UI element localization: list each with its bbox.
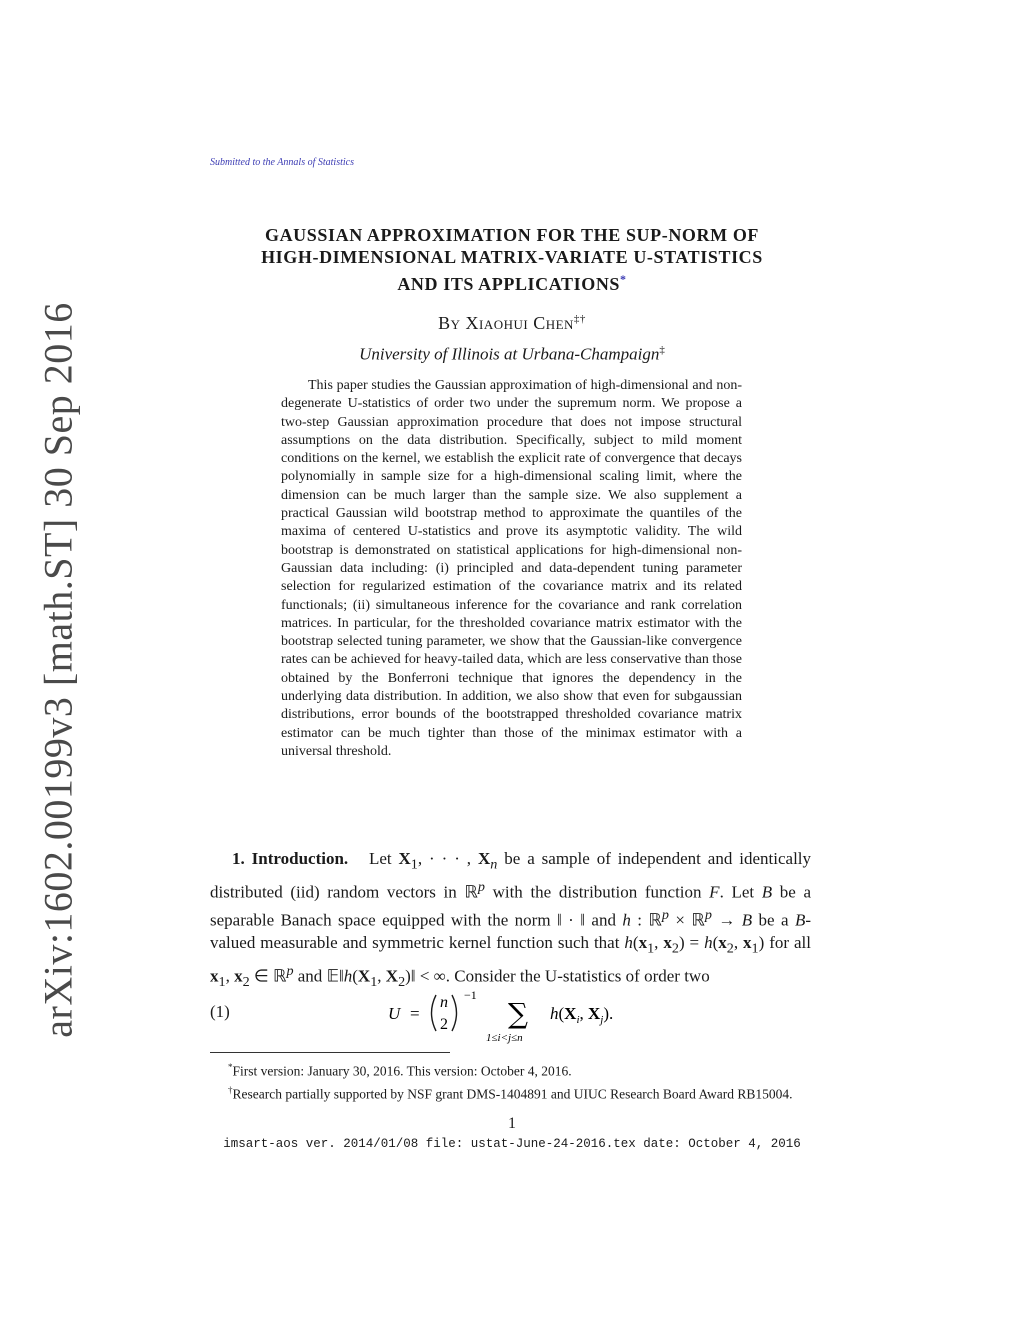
introduction-paragraph: 1. Introduction. Let $X_1$, · · · , $X_n$ be a sample of independent and identically distributed (iid) random vectors in ℝ$^p$ with the distribution function F. Let B be a separable Banach space equipped with the norm ‖ · ‖ and h : ℝ$^p$ × ℝ$^p$ → B be a B-valued measurable and symmetric kernel function such that $h(x_1$, $x_2) = h(x_2$, $x_1$) for all $x_1$, $x_2$ ∈ ℝ$^p$ and $𝔼‖h(X_1$, $X_2)‖$ < ∞. Consider the U-statistics of order two xyxy=(210,849,812,991)
arxiv-side-stamp: arXiv:1602.00199v3 [math.ST] 30 Sep 2016 xyxy=(35,302,81,1038)
title-footnote-mark: * xyxy=(620,272,627,286)
author-line xyxy=(200,313,824,334)
affiliation-mark: ‡ xyxy=(659,344,665,356)
footnote-2: †Research partially supported by NSF grant DMS-1404891 and UIUC Research Board Award RB15004. xyxy=(228,1084,793,1101)
equation-number: (1) xyxy=(210,1002,230,1021)
affiliation: University of Illinois at Urbana-Champaign‡ xyxy=(359,344,665,364)
svg-text:−1: −1 xyxy=(464,988,477,1002)
footnotes xyxy=(210,1058,811,1103)
imsart-footer: imsart-aos ver. 2014/01/08 file: ustat-June-24-2016.tex date: October 4, 2016 xyxy=(223,1137,801,1151)
title-line-1: GAUSSIAN APPROXIMATION FOR THE SUP-NORM OF xyxy=(264,225,760,245)
author-prefix: By xyxy=(438,313,461,333)
svg-text:=: = xyxy=(410,1004,420,1023)
svg-text:2: 2 xyxy=(440,1016,448,1033)
svg-text:1≤i<j≤n: 1≤i<j≤n xyxy=(486,1032,523,1044)
paper-title xyxy=(200,224,824,295)
abstract: This paper studies the Gaussian approximation of high-dimensional and non-degenerate U-statistics of order two under the supremum norm. We propose a two-step Gaussian approximation procedure that does not impose structural assumptions on the data distribution. Specifically, subject to mild moment conditions on the kernel, we establish the explicit rate of convergence that decays polynomially in sample size for a high-dimensional scaling limit, where the dimension can be much larger than the sample size. We also supplement a practical Gaussian wild bootstrap method to approximate the quantiles of the maxima of centered U-statistics and prove its asymptotic validity. The wild bootstrap is demonstrated on statistical applications for high-dimensional non-Gaussian data including: (i) principled and data-dependent tuning parameter selection for regularized estimation of the covariance matrix and its related functionals; (ii) simultaneous inference for the covariance and rank correlation matrices. In particular, for the thresholded covariance matrix estimator with the bootstrap selected tuning parameter, we show that the Gaussian-like convergence rates can be achieved for heavy-tailed data, which are less conservative than those obtained by the Bonferroni technique that ignores the dependency in the underlying data distribution. In addition, we also show that even for subgaussian distributions, error bounds of the bootstrapped thresholded covariance matrix estimator can be much tighter than those of the minimax estimator with a universal threshold. xyxy=(281,378,742,759)
footnote-rule xyxy=(210,1052,450,1053)
svg-text:U: U xyxy=(388,1004,401,1023)
author-name: Xiaohui Chen xyxy=(465,313,574,333)
u-statistic-equation xyxy=(380,985,700,1045)
author-marks: ‡† xyxy=(573,313,586,325)
footnote-1: *First version: January 30, 2016. This version: October 4, 2016. xyxy=(228,1062,572,1079)
svg-text:∑: ∑ xyxy=(508,997,528,1030)
title-line-2: HIGH-DIMENSIONAL MATRIX-VARIATE U-STATISTICS xyxy=(261,247,763,267)
section-heading: 1. Introduction. xyxy=(232,849,349,868)
svg-text:h(Xi, Xj).: $h(X_i$, $X_j$). xyxy=(550,1004,614,1026)
title-line-3: AND ITS APPLICATIONS* xyxy=(397,272,627,294)
page-number: 1 xyxy=(508,1115,516,1132)
journal-header: Submitted to the Annals of Statistics xyxy=(210,157,354,168)
svg-text:n: n xyxy=(440,994,448,1011)
